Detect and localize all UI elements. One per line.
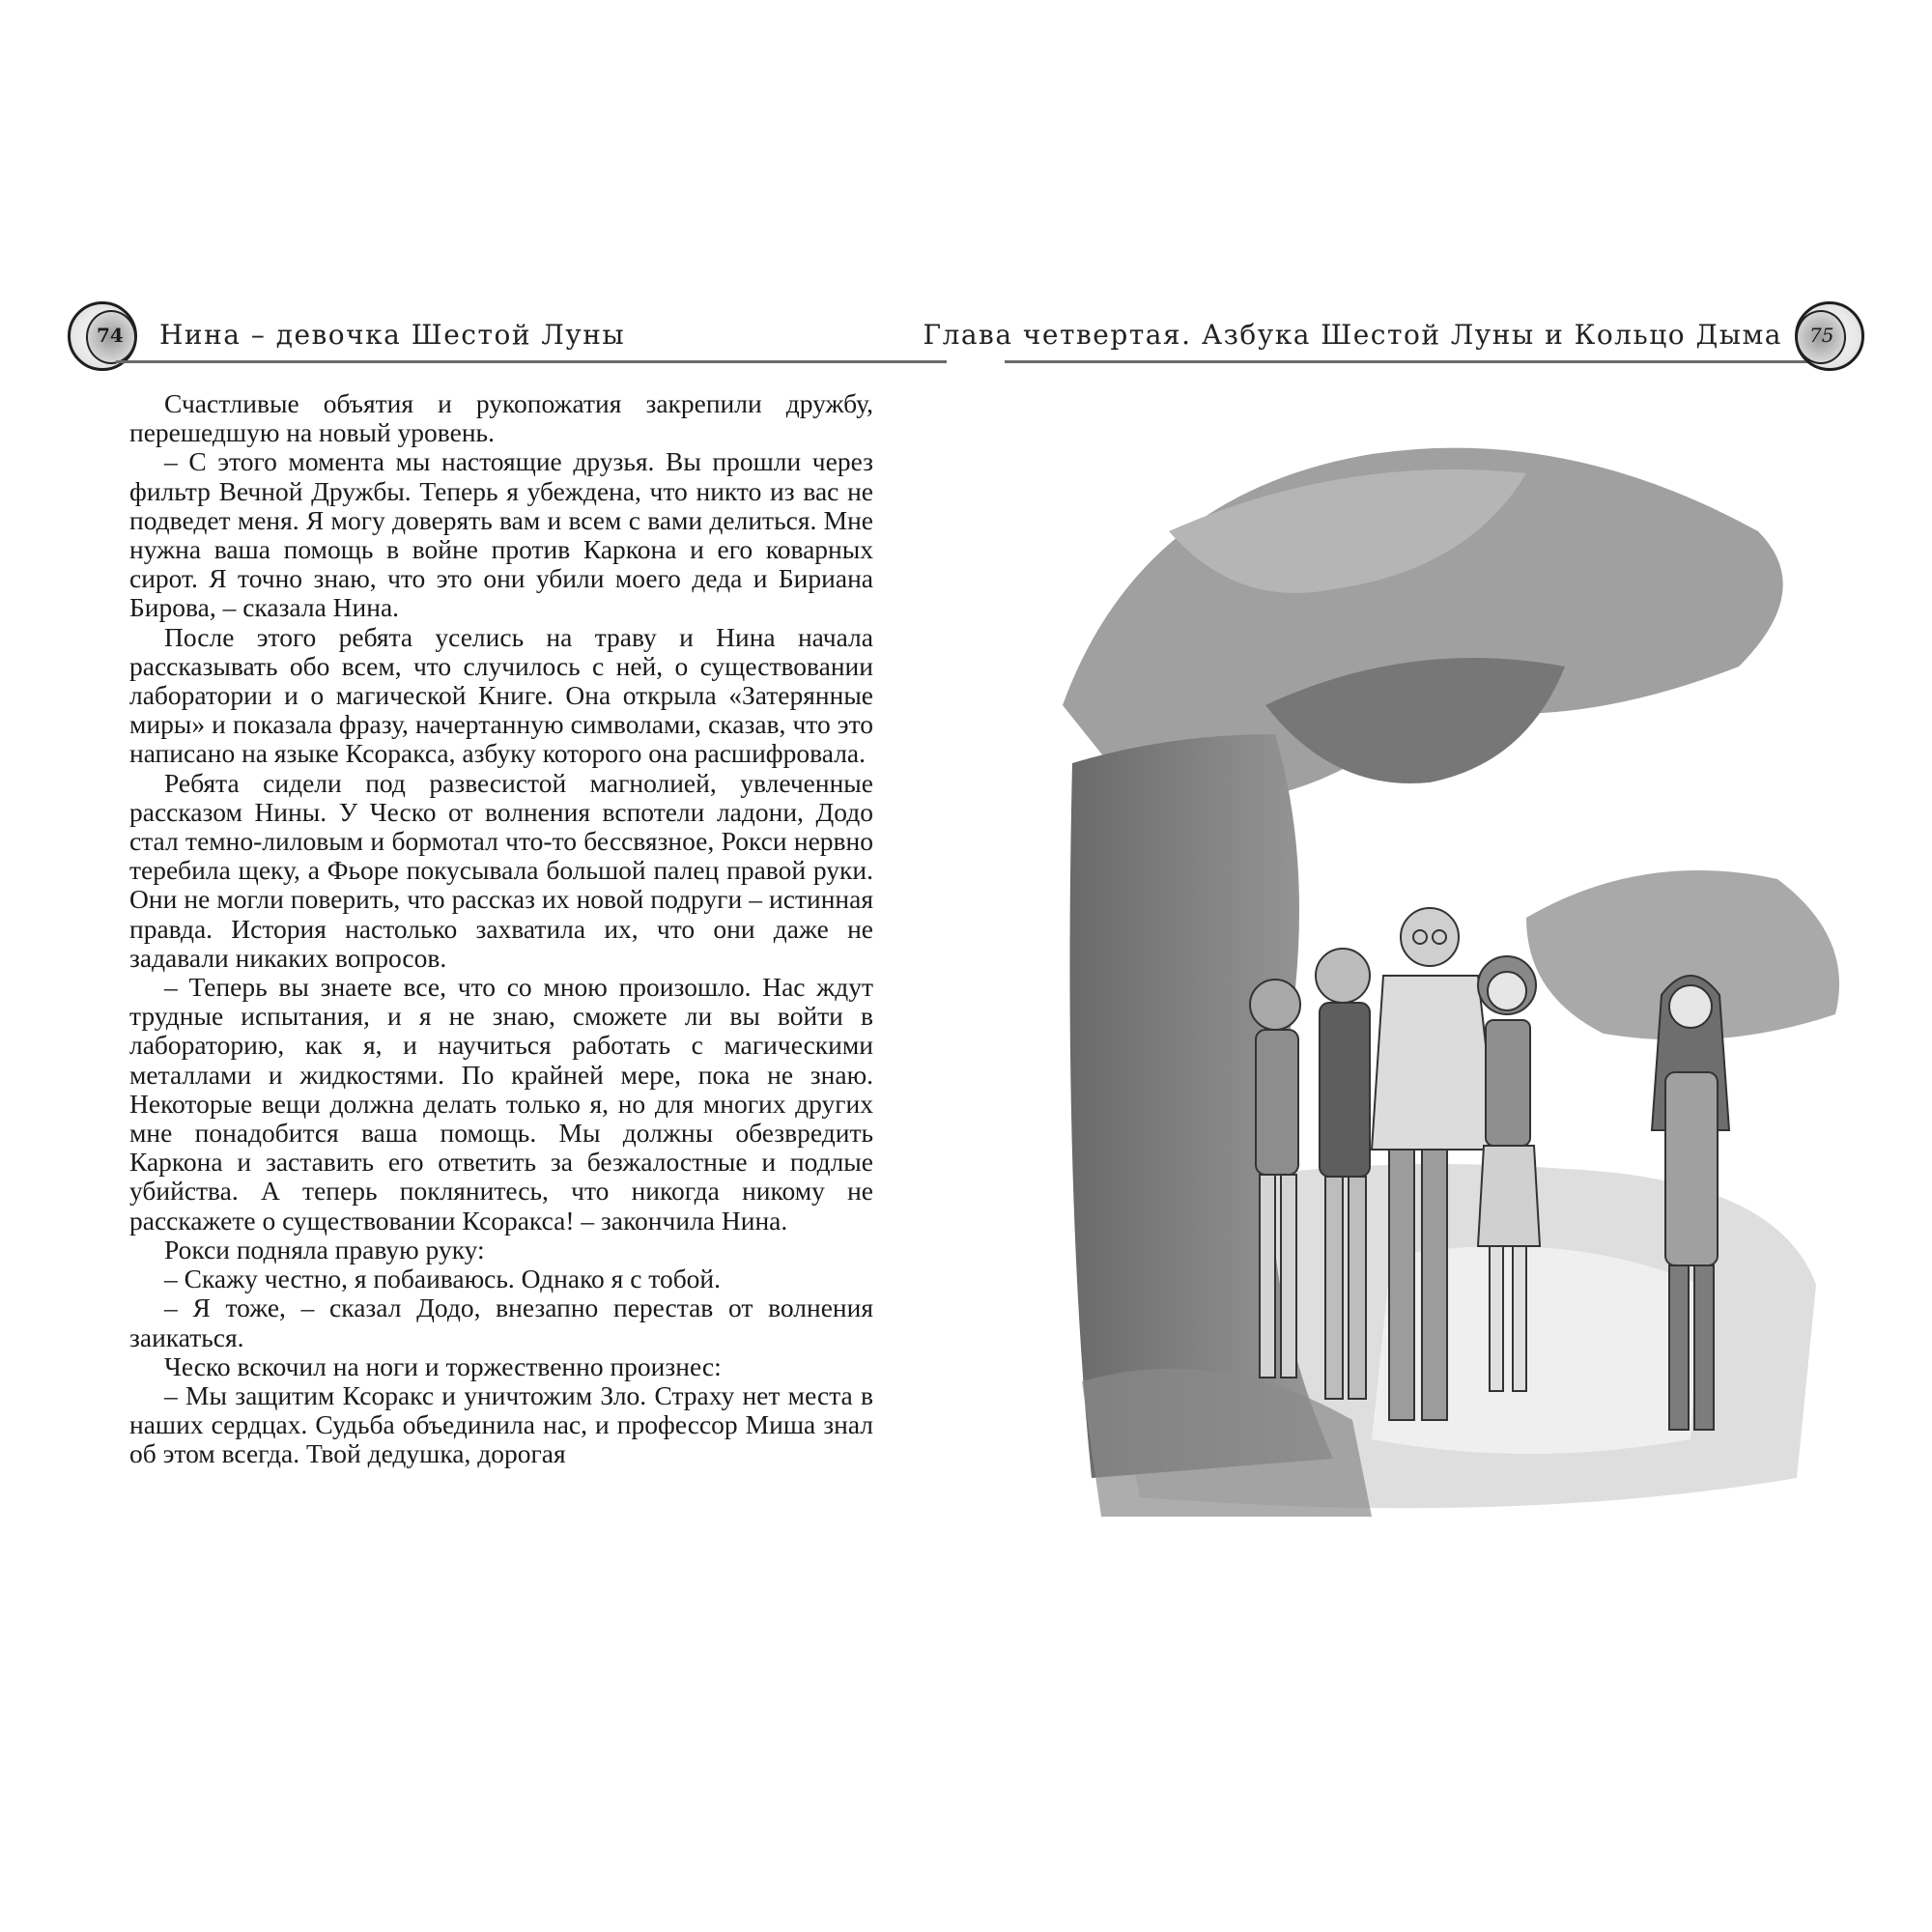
paragraph: После этого ребята уселись на траву и Нина начала рассказывать обо всем, что случилось с ней, о существовании лаборатории и о магической Книге. Она открыла «Затерянные миры» и показала фразу, начертанную символами, сказав, что это написано на языке Ксоракса, азбуку которого она расшифровала. <box>129 621 873 769</box>
paragraph: – Теперь вы знаете все, что со мною произошло. Нас ждут трудные испытания, и я не знаю, сможете ли вы войти в лабораторию, как я, и научиться работать с магическими металлами и жидкостями. По крайней мере, пока не знаю. Некоторые вещи должна делать только я, но для многих других мне понадобится ваша помощь. Мы должны обезвредить Каркона и заставить его ответить за безжалостные и подлые убийства. А теперь поклянитесь, что никогда никому не расскажете о существовании Ксоракса! – закончила Нина. <box>129 972 873 1236</box>
paragraph: – Скажу честно, я побаиваюсь. Однако я с тобой. <box>164 1264 722 1294</box>
running-head-chapter-title: Глава четвертая. Азбука Шестой Луны и Кольцо Дыма <box>923 319 1782 351</box>
paragraph: Рокси подняла правую руку: <box>164 1234 485 1264</box>
illustration-children-under-magnolia <box>1024 415 1874 1546</box>
paragraph: Ческо вскочил на ноги и торжественно произнес: <box>164 1350 722 1381</box>
paragraph: Счастливые объятия и рукопожатия закрепили дружбу, перешедшую на новый уровень. <box>129 388 873 448</box>
page-number-moon-icon-right <box>1795 301 1864 371</box>
header-rule-left <box>116 360 947 363</box>
page-number-right: 75 <box>1809 324 1834 347</box>
body-text <box>129 389 873 1469</box>
paragraph: Ребята сидели под развесистой магнолией, увлеченные рассказом Нины. У Ческо от волнения вспотели ладони, Додо стал темно-лиловым и бормотал что-то бессвязное, Рокси нервно теребила щеку, а Фьоре покусывала большой палец правой руки. Они не могли поверить, что рассказ их новой подруги – истинная правда. История настолько захватила их, что они даже не задавали никаких вопросов. <box>129 767 873 973</box>
paragraph: – Я тоже, – сказал Додо, внезапно перестав от волнения заикаться. <box>129 1293 873 1352</box>
pencil-drawing <box>1024 415 1874 1546</box>
paragraph: – С этого момента мы настоящие друзья. Вы прошли через фильтр Вечной Дружбы. Теперь я убеждена, что никто из вас не подведет меня. Я могу доверять вам и всем с вами делиться. Мне нужна ваша помощь в войне против Каркона и его коварных сирот. Я точно знаю, что это они убили моего деда и Бириана Бирова, – сказала Нина. <box>129 446 873 623</box>
header-rule-right <box>1005 360 1816 363</box>
page-number-left: 74 <box>97 324 124 347</box>
paragraph: – Мы защитим Ксоракс и уничтожим Зло. Страху нет места в наших сердцах. Судьба объединила нас, и профессор Миша знал об этом всегда. Твой дедушка, дорогая <box>129 1379 873 1469</box>
running-head-book-title: Нина – девочка Шестой Луны <box>159 319 626 351</box>
